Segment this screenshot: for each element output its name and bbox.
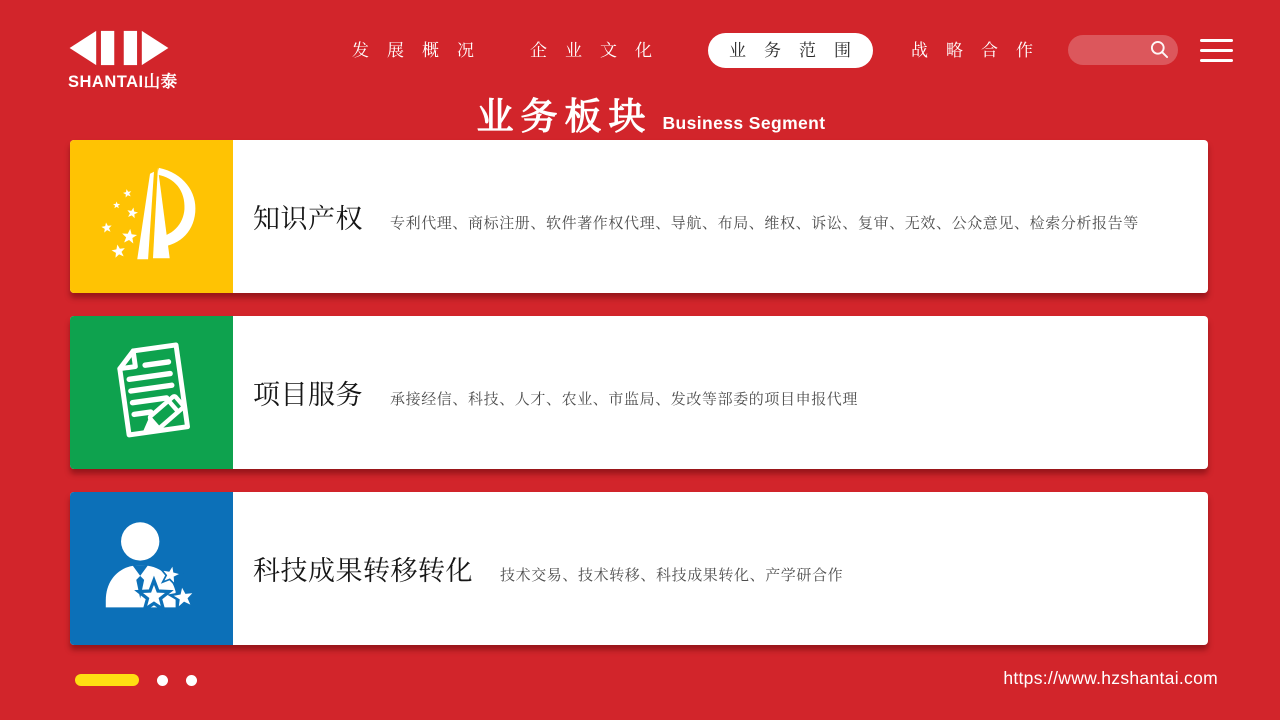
nav-item-development-overview[interactable]: 发展概况 xyxy=(352,40,492,60)
card-description: 专利代理、商标注册、软件著作权代理、导航、布局、维权、诉讼、复审、无效、公众意见、检索分析报告等 xyxy=(390,215,1139,232)
document-pen-icon xyxy=(93,334,211,452)
page-subtitle: Business Segment xyxy=(662,113,826,133)
main-nav xyxy=(352,32,1051,68)
card-intellectual-property[interactable] xyxy=(70,140,1208,293)
pagination-dot-2[interactable] xyxy=(157,675,168,686)
page-title: 业务板块 xyxy=(476,96,653,137)
brand-logo[interactable] xyxy=(68,29,178,92)
card-project-services[interactable] xyxy=(70,316,1208,469)
pagination-dot-3[interactable] xyxy=(186,675,197,686)
card-title: 项目服务 xyxy=(253,380,363,410)
nav-item-corporate-culture[interactable]: 企业文化 xyxy=(530,40,670,60)
card-content xyxy=(233,373,858,412)
magnifier-icon[interactable] xyxy=(1150,40,1169,59)
card-description: 技术交易、技术转移、科技成果转化、产学研合作 xyxy=(500,567,844,584)
nav-item-strategic-cooperation[interactable]: 战略合作 xyxy=(911,40,1051,60)
pagination-active-indicator[interactable] xyxy=(75,674,139,686)
shantai-hexagon-arrows-icon xyxy=(68,29,170,67)
card-content xyxy=(233,197,1139,236)
website-url: https://www.hzshantai.com xyxy=(1003,668,1218,688)
ip-emblem-icon xyxy=(93,158,211,276)
nav-item-business-scope[interactable]: 业务范围 xyxy=(708,33,873,68)
brand-logo-text: SHANTAI山泰 xyxy=(68,73,178,91)
card-title: 科技成果转移转化 xyxy=(253,556,473,586)
card-content xyxy=(233,549,843,588)
card-icon-tile xyxy=(70,492,233,645)
carousel-pagination xyxy=(75,674,197,686)
card-title: 知识产权 xyxy=(253,204,363,234)
card-description: 承接经信、科技、人才、农业、市监局、发改等部委的项目申报代理 xyxy=(390,391,859,408)
search-input[interactable] xyxy=(1068,35,1178,65)
hamburger-menu-icon[interactable] xyxy=(1200,39,1233,69)
card-icon-tile xyxy=(70,316,233,469)
business-segment-list xyxy=(70,140,1208,668)
card-tech-transfer[interactable] xyxy=(70,492,1208,645)
section-header xyxy=(0,86,1280,140)
person-stars-icon xyxy=(93,510,211,628)
card-icon-tile xyxy=(70,140,233,293)
